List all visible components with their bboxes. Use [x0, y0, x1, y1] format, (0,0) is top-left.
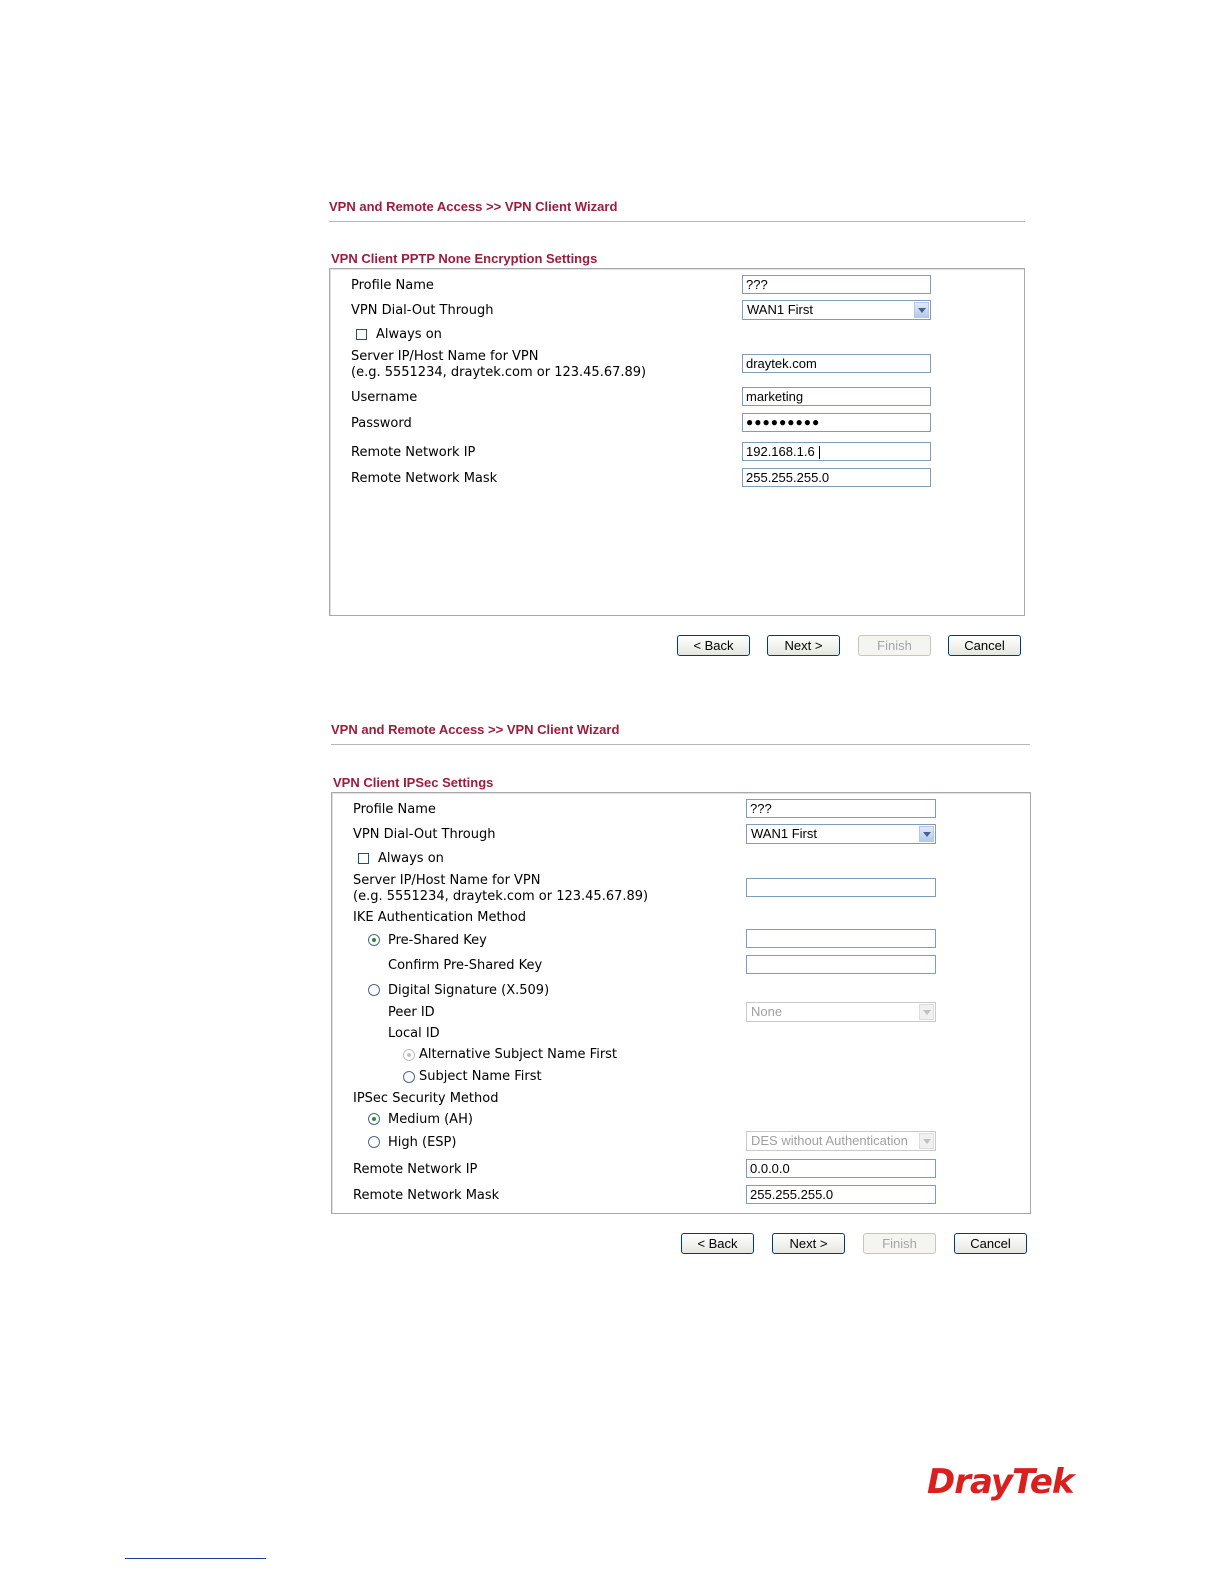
subject-first-radio[interactable] [403, 1071, 415, 1083]
alt-subject-radio[interactable] [403, 1049, 415, 1061]
divider [329, 221, 1025, 222]
alt-subject-label: Alternative Subject Name First [419, 1047, 618, 1062]
remote-ip-input[interactable] [742, 442, 931, 461]
dial-out-value: WAN1 First [751, 826, 817, 841]
chevron-down-icon[interactable] [914, 302, 929, 318]
section-title: VPN Client IPSec Settings [333, 775, 494, 790]
server-label: Server IP/Host Name for VPN [351, 349, 539, 364]
section-title: VPN Client PPTP None Encryption Settings [331, 251, 598, 266]
divider [331, 744, 1030, 745]
confirm-psk-input[interactable] [746, 955, 936, 974]
profile-name-label: Profile Name [351, 278, 434, 293]
server-input[interactable]: draytek.com [742, 354, 931, 373]
ike-method-label: IKE Authentication Method [353, 910, 527, 925]
always-on-checkbox[interactable] [356, 329, 367, 340]
dial-out-select[interactable] [746, 824, 936, 844]
ipsec-method-label: IPSec Security Method [353, 1091, 499, 1106]
subject-first-label: Subject Name First [419, 1069, 542, 1084]
chevron-down-icon[interactable] [919, 1133, 934, 1149]
high-esp-label: High (ESP) [388, 1135, 457, 1150]
text-cursor [819, 446, 820, 459]
digital-signature-label: Digital Signature (X.509) [388, 983, 550, 998]
local-id-label: Local ID [388, 1026, 440, 1041]
peer-id-value: None [751, 1004, 783, 1019]
cancel-button[interactable]: Cancel [954, 1233, 1027, 1254]
profile-name-input[interactable]: ??? [746, 799, 936, 818]
server-input[interactable] [746, 878, 936, 897]
cancel-button[interactable]: Cancel [948, 635, 1021, 656]
esp-method-select[interactable] [746, 1131, 936, 1151]
next-button[interactable]: Next > [767, 635, 840, 656]
server-hint: (e.g. 5551234, draytek.com or 123.45.67.89) [353, 889, 649, 904]
always-on-checkbox[interactable] [358, 853, 369, 864]
pre-shared-key-input[interactable] [746, 929, 936, 948]
remote-mask-input[interactable]: 255.255.255.0 [746, 1185, 936, 1204]
remote-mask-input[interactable]: 255.255.255.0 [742, 468, 931, 487]
password-label: Password [351, 416, 412, 431]
back-button[interactable]: < Back [681, 1233, 754, 1254]
medium-ah-radio[interactable] [368, 1113, 380, 1125]
dial-out-label: VPN Dial-Out Through [351, 303, 494, 318]
draytek-logo: DrayTek [927, 1462, 1074, 1502]
remote-ip-label: Remote Network IP [351, 445, 476, 460]
high-esp-radio[interactable] [368, 1136, 380, 1148]
digital-signature-radio[interactable] [368, 984, 380, 996]
finish-button[interactable]: Finish [858, 635, 931, 656]
breadcrumb: VPN and Remote Access >> VPN Client Wizard [331, 722, 620, 737]
pre-shared-key-radio[interactable] [368, 934, 380, 946]
username-label: Username [351, 390, 418, 405]
remote-ip-input[interactable]: 0.0.0.0 [746, 1159, 936, 1178]
remote-ip-value: 192.168.1.6 [746, 444, 815, 459]
server-hint: (e.g. 5551234, draytek.com or 123.45.67.89) [351, 365, 647, 380]
back-button[interactable]: < Back [677, 635, 750, 656]
server-label: Server IP/Host Name for VPN [353, 873, 541, 888]
dial-out-select[interactable] [742, 300, 931, 320]
profile-name-input[interactable]: ??? [742, 275, 931, 294]
remote-ip-label: Remote Network IP [353, 1162, 478, 1177]
profile-name-label: Profile Name [353, 802, 436, 817]
breadcrumb: VPN and Remote Access >> VPN Client Wizard [329, 199, 618, 214]
dial-out-value: WAN1 First [747, 302, 813, 317]
medium-ah-label: Medium (AH) [388, 1112, 473, 1127]
footer-rule [125, 1558, 266, 1559]
always-on-label: Always on [376, 327, 442, 342]
password-input[interactable]: ●●●●●●●●● [742, 413, 931, 432]
chevron-down-icon[interactable] [919, 1004, 934, 1020]
pre-shared-key-label: Pre-Shared Key [388, 933, 487, 948]
next-button[interactable]: Next > [772, 1233, 845, 1254]
chevron-down-icon[interactable] [919, 826, 934, 842]
esp-method-value: DES without Authentication [751, 1133, 908, 1148]
dial-out-label: VPN Dial-Out Through [353, 827, 496, 842]
finish-button[interactable]: Finish [863, 1233, 936, 1254]
peer-id-label: Peer ID [388, 1005, 435, 1020]
peer-id-select[interactable] [746, 1002, 936, 1022]
remote-mask-label: Remote Network Mask [351, 471, 498, 486]
remote-mask-label: Remote Network Mask [353, 1188, 500, 1203]
username-input[interactable]: marketing [742, 387, 931, 406]
confirm-psk-label: Confirm Pre-Shared Key [388, 958, 543, 973]
always-on-label: Always on [378, 851, 444, 866]
